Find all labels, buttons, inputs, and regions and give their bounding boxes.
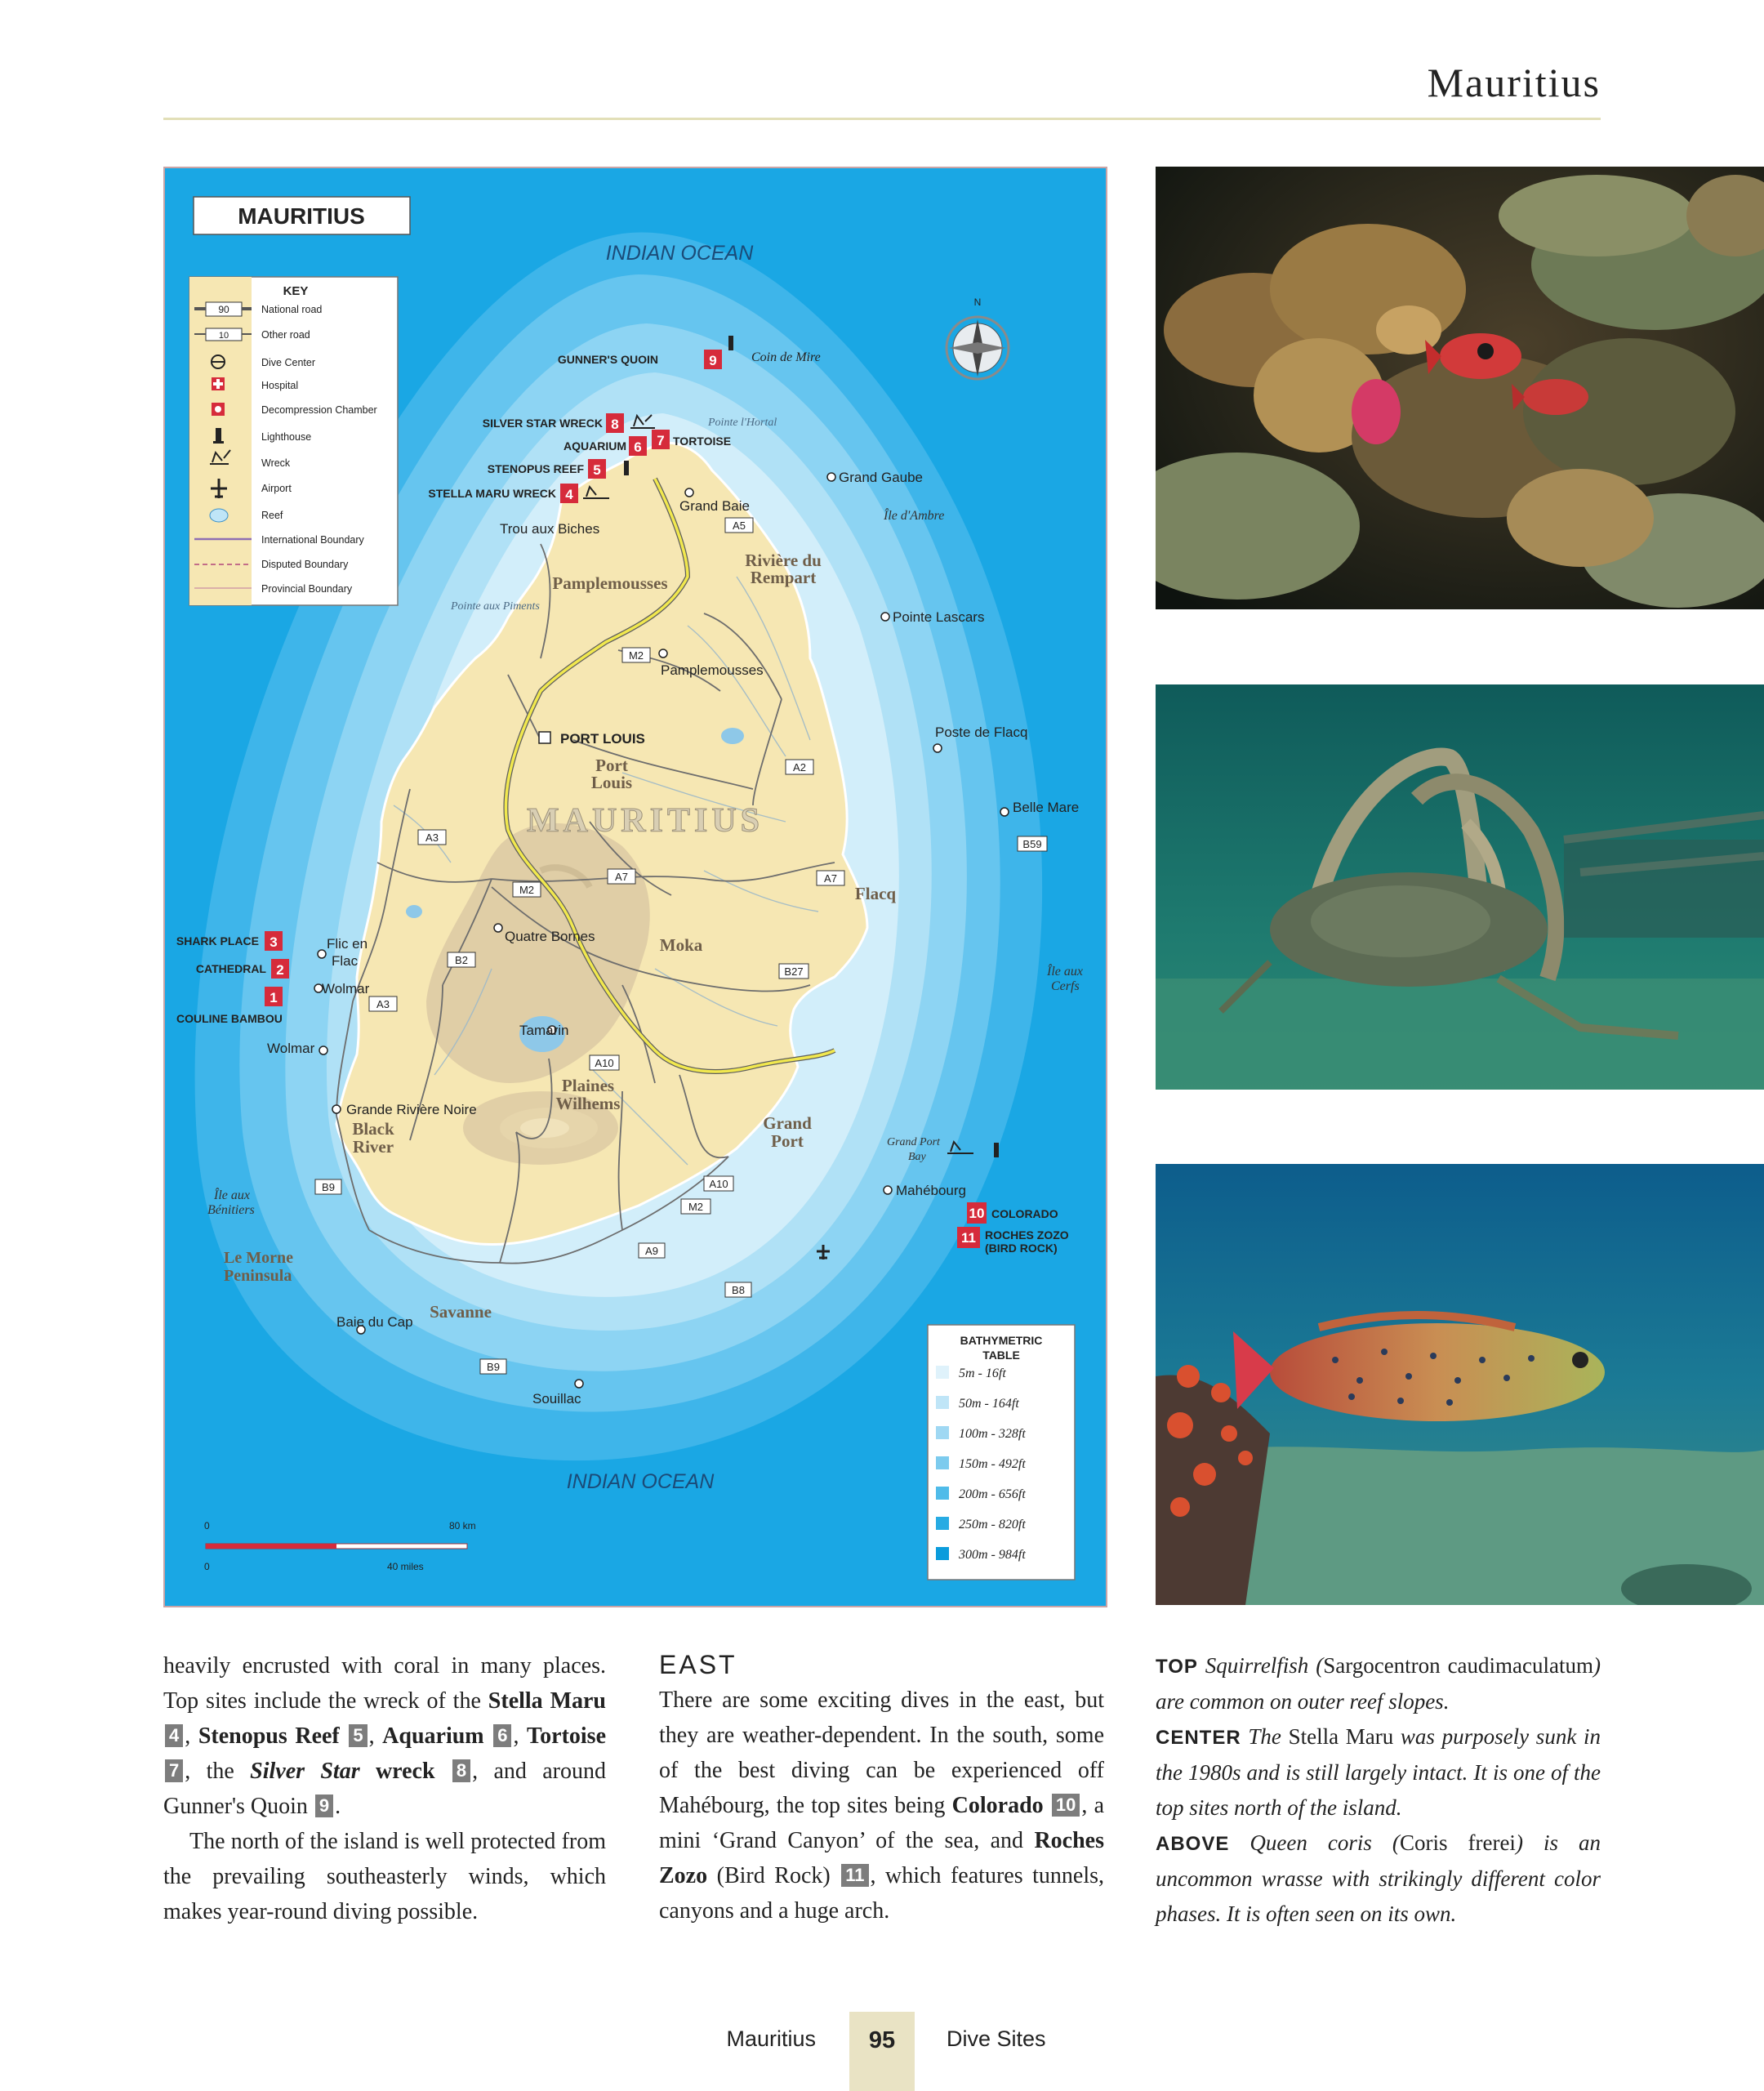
svg-text:A2: A2: [793, 761, 806, 774]
svg-text:Belle Mare: Belle Mare: [1013, 800, 1080, 815]
svg-text:TORTOISE: TORTOISE: [673, 435, 732, 448]
svg-text:Grand Baie: Grand Baie: [679, 498, 750, 514]
svg-text:B9: B9: [322, 1181, 335, 1193]
map-title: MAURITIUS: [238, 203, 365, 229]
bathymetry-swatch: [936, 1487, 949, 1500]
svg-text:B8: B8: [732, 1284, 745, 1296]
svg-text:Flic en: Flic en: [327, 936, 368, 952]
bathymetry-level-label: 150m - 492ft: [959, 1457, 1026, 1471]
bathymetry-swatch: [936, 1517, 949, 1530]
svg-text:Bénitiers: Bénitiers: [207, 1203, 255, 1217]
paragraph: heavily encrusted with coral in many places. Top sites include the wreck of the Stella Maru 4 , Stenopus Reef 5 , Aquarium 6 , Tortoise 7 , the Silver Star wreck 8 , and around Gunner's Quoin 9 .: [163, 1653, 607, 1819]
svg-text:Grand Port: Grand Port: [887, 1136, 940, 1148]
svg-text:STELLA MARU WRECK: STELLA MARU WRECK: [428, 487, 556, 500]
svg-text:Baie du Cap: Baie du Cap: [336, 1314, 413, 1330]
bathymetry-swatch: [936, 1426, 949, 1439]
bathymetry-level-label: 5m - 16ft: [959, 1367, 1006, 1380]
svg-text:Trou aux Biches: Trou aux Biches: [500, 521, 600, 537]
svg-text:2: 2: [276, 962, 284, 978]
island-map: [163, 167, 1107, 1607]
svg-text:A7: A7: [824, 872, 837, 885]
page-header-title: Mauritius: [1427, 60, 1601, 105]
photo-stella-maru-wreck: [1156, 684, 1764, 1090]
svg-text:B27: B27: [784, 965, 804, 978]
caption-top: TOP Squirrelfish (Sargocentron caudimaculatum) are common on outer reef slopes.: [1156, 1653, 1601, 1714]
svg-text:International Boundary: International Boundary: [261, 534, 364, 546]
key-label-other-road: Other road: [261, 329, 310, 341]
compass-letter: N: [973, 296, 982, 308]
svg-text:Cerfs: Cerfs: [1051, 979, 1080, 993]
svg-text:SHARK PLACE: SHARK PLACE: [176, 934, 259, 947]
svg-text:5: 5: [593, 462, 601, 478]
svg-text:0: 0: [204, 1520, 210, 1531]
decompression-chamber-icon: [212, 403, 225, 416]
svg-text:Port: Port: [595, 756, 628, 775]
photo-queen-coris: [1156, 1164, 1764, 1605]
svg-text:Wilhems: Wilhems: [555, 1094, 621, 1113]
svg-text:PORT LOUIS: PORT LOUIS: [560, 731, 645, 747]
svg-text:Wolmar: Wolmar: [267, 1041, 315, 1056]
body-column-1: [163, 1648, 606, 1929]
bathymetry-swatch: [936, 1366, 949, 1379]
svg-text:1: 1: [270, 990, 278, 1005]
svg-text:7: 7: [657, 433, 665, 448]
svg-text:80 km: 80 km: [449, 1520, 476, 1531]
svg-text:B2: B2: [455, 954, 468, 966]
header-rule: [163, 118, 1601, 120]
svg-text:A10: A10: [595, 1057, 614, 1069]
svg-text:Tamarin: Tamarin: [519, 1023, 569, 1038]
svg-text:Flac: Flac: [332, 953, 359, 969]
hospital-icon: [212, 377, 225, 390]
paragraph: There are some exciting dives in the east, but they are weather-dependent. In the south, some of the best diving can be experienced off Mahébourg, the top sites being Colorado 10 , a mini ‘Grand Canyon’ of the sea, and Roches Zozo (Bird Rock) 11 , which features tunnels, canyons and a huge arch.: [659, 1688, 1105, 1924]
svg-text:Port: Port: [771, 1131, 804, 1151]
svg-text:90: 90: [218, 304, 229, 315]
footer-section: Dive Sites: [947, 2026, 1046, 2051]
svg-text:Poste de Flacq: Poste de Flacq: [935, 724, 1028, 740]
svg-text:ROCHES ZOZO: ROCHES ZOZO: [985, 1228, 1069, 1242]
ocean-label-north: INDIAN OCEAN: [605, 242, 754, 265]
country-label: MAURITIUS: [526, 802, 764, 840]
svg-text:Reef: Reef: [261, 510, 283, 521]
body-column-2: [659, 1648, 1104, 1928]
svg-text:Louis: Louis: [590, 773, 633, 792]
svg-text:A3: A3: [425, 831, 439, 844]
svg-text:STENOPUS REEF: STENOPUS REEF: [487, 462, 584, 475]
bathymetry-swatch: [936, 1547, 949, 1560]
svg-text:Airport: Airport: [261, 483, 292, 494]
svg-text:Hospital: Hospital: [261, 380, 299, 391]
svg-text:11: 11: [961, 1230, 976, 1246]
svg-text:10: 10: [218, 331, 229, 341]
bathymetry-swatch: [936, 1396, 949, 1409]
svg-text:B9: B9: [487, 1361, 500, 1373]
svg-text:Pointe l'Hortal: Pointe l'Hortal: [708, 417, 777, 429]
svg-text:40 miles: 40 miles: [387, 1561, 424, 1572]
svg-text:A3: A3: [376, 998, 390, 1010]
svg-text:COULINE BAMBOU: COULINE BAMBOU: [176, 1012, 283, 1025]
svg-text:0: 0: [204, 1561, 210, 1572]
svg-text:TABLE: TABLE: [982, 1349, 1020, 1362]
svg-text:Rivière du: Rivière du: [745, 551, 822, 570]
bathymetry-swatch: [936, 1456, 949, 1469]
svg-text:6: 6: [634, 439, 642, 455]
bathymetry-level-label: 100m - 328ft: [959, 1427, 1026, 1441]
svg-text:Moka: Moka: [659, 935, 703, 955]
svg-text:AQUARIUM: AQUARIUM: [564, 439, 626, 453]
svg-text:A5: A5: [733, 519, 746, 532]
svg-text:Rempart: Rempart: [750, 568, 817, 587]
svg-text:Decompression Chamber: Decompression Chamber: [261, 404, 377, 416]
svg-text:Grand: Grand: [763, 1113, 812, 1133]
section-heading-east: EAST: [659, 1650, 737, 1679]
svg-text:Quatre Bornes: Quatre Bornes: [505, 929, 595, 944]
svg-text:3: 3: [270, 934, 278, 950]
svg-text:Grand Gaube: Grand Gaube: [839, 470, 924, 485]
svg-text:Black: Black: [352, 1119, 394, 1139]
svg-text:Pointe Lascars: Pointe Lascars: [893, 609, 985, 625]
svg-text:Grande Rivière Noire: Grande Rivière Noire: [346, 1102, 477, 1117]
lighthouse-icon: [994, 1143, 999, 1157]
site-number-badge: 4: [165, 1724, 183, 1747]
svg-text:SILVER STAR WRECK: SILVER STAR WRECK: [482, 417, 603, 430]
svg-text:Lighthouse: Lighthouse: [261, 431, 312, 443]
svg-text:Pamplemousses: Pamplemousses: [661, 662, 764, 678]
svg-text:Pamplemousses: Pamplemousses: [552, 573, 668, 593]
bathymetry-level-label: 250m - 820ft: [959, 1518, 1026, 1531]
svg-text:B59: B59: [1022, 838, 1042, 850]
svg-text:Pointe aux Piments: Pointe aux Piments: [451, 600, 540, 613]
svg-text:Mahébourg: Mahébourg: [896, 1183, 967, 1198]
svg-text:Bay: Bay: [908, 1151, 926, 1163]
key-title: KEY: [283, 284, 309, 298]
page-number: 95: [868, 2027, 896, 2053]
bathymetric-table: [928, 1325, 1075, 1580]
svg-text:BATHYMETRIC: BATHYMETRIC: [960, 1334, 1043, 1347]
svg-text:(BIRD ROCK): (BIRD ROCK): [985, 1242, 1058, 1255]
svg-text:9: 9: [709, 353, 717, 368]
svg-text:8: 8: [611, 417, 619, 432]
svg-text:M2: M2: [628, 649, 644, 662]
bathymetry-level-label: 50m - 164ft: [959, 1397, 1019, 1411]
svg-text:A7: A7: [615, 871, 628, 883]
svg-text:4: 4: [565, 487, 573, 502]
svg-text:Flacq: Flacq: [854, 884, 897, 903]
photo-captions: [1156, 1648, 1601, 1932]
svg-text:M2: M2: [519, 884, 535, 896]
svg-text:Le Morne: Le Morne: [224, 1249, 293, 1267]
svg-text:Coin de Mire: Coin de Mire: [751, 350, 821, 364]
svg-text:A10: A10: [709, 1178, 728, 1190]
svg-text:Provincial Boundary: Provincial Boundary: [261, 583, 353, 595]
svg-text:M2: M2: [688, 1201, 704, 1213]
svg-text:Savanne: Savanne: [430, 1302, 492, 1322]
photo-squirrelfish: [1156, 167, 1764, 609]
paragraph: The north of the island is well protected from the prevailing southeasterly winds, which makes year-round diving possible.: [163, 1829, 606, 1924]
svg-text:10: 10: [969, 1206, 985, 1221]
svg-text:Wolmar: Wolmar: [322, 981, 370, 996]
svg-text:Souillac: Souillac: [532, 1391, 581, 1407]
reef-icon: [210, 509, 228, 522]
svg-text:Île aux: Île aux: [1047, 965, 1083, 979]
bathymetry-level-label: 300m - 984ft: [959, 1548, 1026, 1562]
lighthouse-icon: [624, 461, 629, 475]
dive-site-label: GUNNER'S QUOIN: [557, 353, 658, 366]
svg-text:Plaines: Plaines: [561, 1076, 615, 1095]
svg-text:Disputed Boundary: Disputed Boundary: [261, 559, 349, 570]
footer-chapter: Mauritius: [726, 2026, 816, 2051]
svg-text:Île aux: Île aux: [214, 1188, 250, 1202]
svg-text:River: River: [352, 1137, 394, 1157]
caption-center: CENTER The Stella Maru was purposely sunk in the 1980s and is still largely intact. It is one of the top sites north of the island.: [1156, 1724, 1601, 1820]
lighthouse-icon: [728, 336, 733, 350]
svg-text:Île d'Ambre: Île d'Ambre: [884, 509, 945, 523]
key-label-national-road: National road: [261, 304, 323, 315]
svg-text:CATHEDRAL: CATHEDRAL: [195, 962, 266, 975]
svg-text:A9: A9: [645, 1245, 658, 1257]
svg-text:Wreck: Wreck: [261, 457, 291, 469]
bathymetry-level-label: 200m - 656ft: [959, 1487, 1026, 1501]
svg-text:Dive Center: Dive Center: [261, 357, 315, 368]
ocean-label-south: INDIAN OCEAN: [566, 1470, 715, 1493]
caption-above: ABOVE Queen coris (Coris frerei) is an uncommon wrasse with strikingly different color phases. It is often seen on its own.: [1156, 1830, 1601, 1926]
map-key: [189, 277, 398, 605]
svg-text:COLORADO: COLORADO: [991, 1207, 1058, 1220]
svg-text:Peninsula: Peninsula: [224, 1267, 292, 1285]
